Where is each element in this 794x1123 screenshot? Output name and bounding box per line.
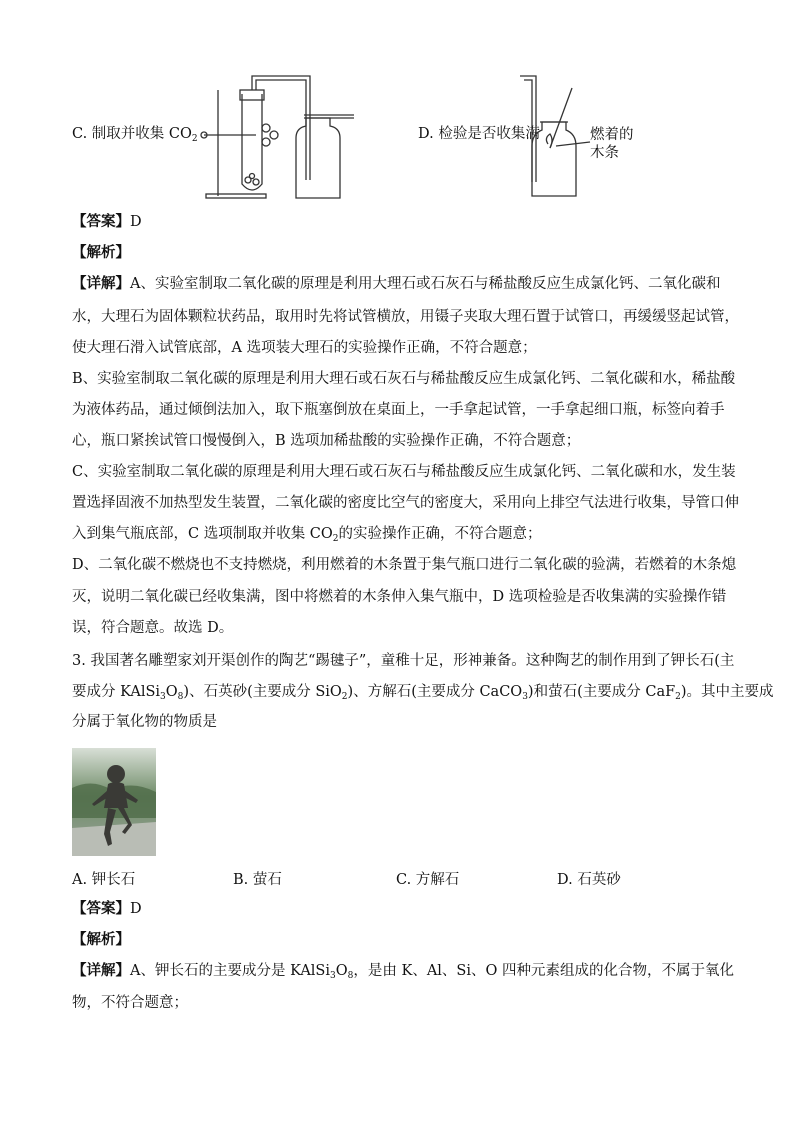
q2-para-a-line-2: 水，大理石为固体颗粒状药品，取用时先将试管横放，用镊子夹取大理石置于试管口，再缓缓竖起试管， (72, 309, 739, 325)
option-a: A. 钾长石 (72, 872, 136, 888)
q2-para-c-line-1: C、实验室制取二氧化碳的原理是利用大理石或石灰石与稀盐酸反应生成氯化钙、二氧化碳和水，发生装 (72, 464, 736, 480)
q2-analysis-label: 【解析】 (72, 244, 130, 261)
q3-detail-line-1: 【详解】A、钾长石的主要成分是 $KAlSi_3O_8$，是由 K、Al、Si、O 四种元素组成的化合物，不属于氧化 (72, 962, 734, 981)
q3-answer: 【答案】D (72, 900, 142, 917)
option-d-label: D. 检验是否收集满 (418, 126, 540, 142)
q2-para-d-line-1: D、二氧化碳不燃烧也不支持燃烧，利用燃着的木条置于集气瓶口进行二氧化碳的验满，若燃着的木条熄 (72, 557, 737, 573)
q2-para-a-line-3: 使大理石滑入试管底部，A 选项装大理石的实验操作正确，不符合题意； (72, 340, 537, 356)
q2-para-c-line-2: 置选择固液不加热型发生装置，二氧化碳的密度比空气的密度大，采用向上排空气法进行收集，导管口伸 (72, 495, 739, 511)
q2-para-b-line-3: 心，瓶口紧挨试管口慢慢倒入，B 选项加稀盐酸的实验操作正确，不符合题意； (72, 433, 581, 449)
q2-para-d-line-2: 灭，说明二氧化碳已经收集满，图中将燃着的木条伸入集气瓶中，D 选项检验是否收集满的实验操作错 (72, 589, 727, 605)
option-b: B. 萤石 (233, 872, 282, 888)
sculpture-photo (72, 748, 156, 856)
q3-stem-line-2: 要成分 $KAlSi_3O_8$)、石英砂(主要成分 SiO$_2$)、方解石(主要成分 CaCO$_3$)和萤石(主要成分 CaF$_2$)。其中主要成 (72, 684, 774, 702)
q3-stem-line-1: 3. 我国著名雕塑家刘开渠创作的陶艺“踢毽子”，童稚十足，形神兼备。这种陶艺的制作用到了钾长石(主 (72, 653, 735, 669)
co2-generation-apparatus-figure (196, 72, 361, 202)
q3-detail-line-2: 物，不符合题意； (72, 995, 188, 1011)
option-c: C. 方解石 (396, 872, 460, 888)
q2-answer: 【答案】D (72, 213, 142, 230)
gas-collection-check-figure (510, 74, 600, 204)
q2-para-d-line-3: 误，符合题意。故选 D。 (72, 620, 234, 636)
q3-analysis-label: 【解析】 (72, 931, 130, 948)
option-d: D. 石英砂 (557, 872, 621, 888)
q2-para-b-line-2: 为液体药品，通过倾倒法加入，取下瓶塞倒放在桌面上，一手拿起试管，一手拿起细口瓶，标签向着手 (72, 402, 725, 418)
q2-para-c-line-3: 入到集气瓶底部，C 选项制取并收集 $CO_2$的实验操作正确，不符合题意； (72, 526, 542, 544)
q2-para-b-line-1: B、实验室制取二氧化碳的原理是利用大理石或石灰石与稀盐酸反应生成氯化钙、二氧化碳和水，稀盐酸 (72, 371, 736, 387)
q2-para-a-line-1: 【详解】A、实验室制取二氧化碳的原理是利用大理石或石灰石与稀盐酸反应生成氯化钙、二氧化碳和 (72, 275, 721, 292)
burning-stick-annotation: 燃着的 木条 (590, 127, 634, 161)
option-c-label: C. 制取并收集 $CO_2$ (72, 126, 198, 144)
q3-stem-line-3: 分属于氧化物的物质是 (72, 714, 217, 730)
